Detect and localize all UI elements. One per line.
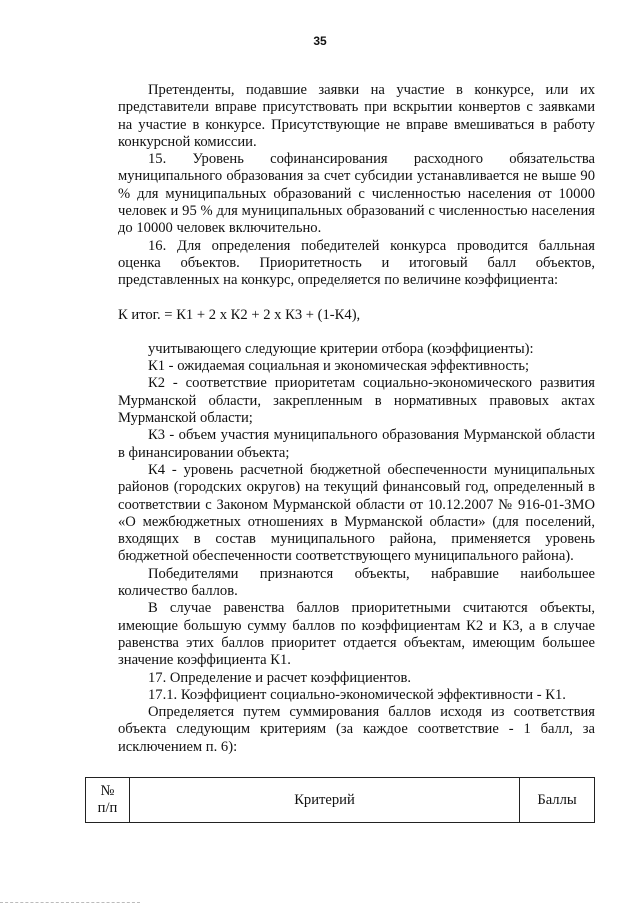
paragraph-15-cofinancing: 15. Уровень софинансирования расходного обязательства муниципального образования за счет субсидии устанавливается не выше 90 % для муниципальных образований с численностью населения от 10000 человек и 95 % для муниципальных образований с численностью населения до 10000 человек включительно.: [118, 151, 595, 237]
header-number-sign: №: [100, 783, 115, 799]
criteria-table: [85, 777, 595, 823]
paragraph-winners: Победителями признаются объекты, набравшие наибольшее количество баллов.: [118, 565, 595, 600]
header-number-abbr: п/п: [97, 800, 118, 816]
table-header-row: [86, 778, 595, 823]
paragraph-tie-break: В случае равенства баллов приоритетными считаются объекты, имеющие большую сумму баллов по коэффициентам К2 и К3, а в случае равенства этих баллов приоритет отдается объектам, имеющим большее значение коэффициента К1.: [118, 600, 595, 669]
paragraph-16-scoring: 16. Для определения победителей конкурса проводится балльная оценка объектов. Приоритетность и итоговый балл объектов, представленных на конкурс, определяется по величине коэффициента:: [118, 237, 595, 289]
header-score: Баллы: [520, 778, 595, 823]
formula-k-total: К итог. = К1 + 2 х К2 + 2 х К3 + (1-К4),: [118, 306, 361, 323]
paragraph-k1: К1 - ожидаемая социальная и экономическая эффективность;: [148, 358, 530, 375]
paragraph-17-1: 17.1. Коэффициент социально-экономической эффективности - К1.: [148, 686, 566, 703]
paragraph-k3: К3 - объем участия муниципального образования Мурманской области в финансировании объекта;: [118, 427, 595, 461]
header-criterion: Критерий: [130, 778, 520, 823]
paragraph-criteria-intro: учитывающего следующие критерии отбора (коэффициенты):: [148, 340, 534, 357]
document-body: [118, 82, 595, 756]
paragraph-17: 17. Определение и расчет коэффициентов.: [148, 669, 412, 686]
page-number: 35: [313, 34, 327, 48]
paragraph-k4: К4 - уровень расчетной бюджетной обеспеченности муниципальных районов (городских округов) на текущий финансовый год, определенный в соответствии с Законом Мурманской области от 10.12.2007 № 916-01-ЗМО «О межбюджетных отношениях в Мурманской области» (для поселений, входящих в состав муниципального района, применяется уровень бюджетной обеспеченности соответствующего муниципального района).: [118, 461, 595, 565]
header-number: [86, 778, 130, 823]
paragraph-applicants: Претенденты, подавшие заявки на участие в конкурсе, или их представители вправе присутствовать при вскрытии конвертов с заявками на участие в конкурсе. Присутствующие не вправе вмешиваться в работу конкурсной комиссии.: [118, 82, 595, 150]
paragraph-k2: К2 - соответствие приоритетам социально-экономического развития Мурманской области, закрепленным в нормативных правовых актах Мурманской области;: [118, 375, 595, 427]
paragraph-summation: Определяется путем суммирования баллов исходя из соответствия объекта следующим критериям (за каждое соответствие - 1 балл, за исключением п. 6):: [118, 704, 595, 755]
